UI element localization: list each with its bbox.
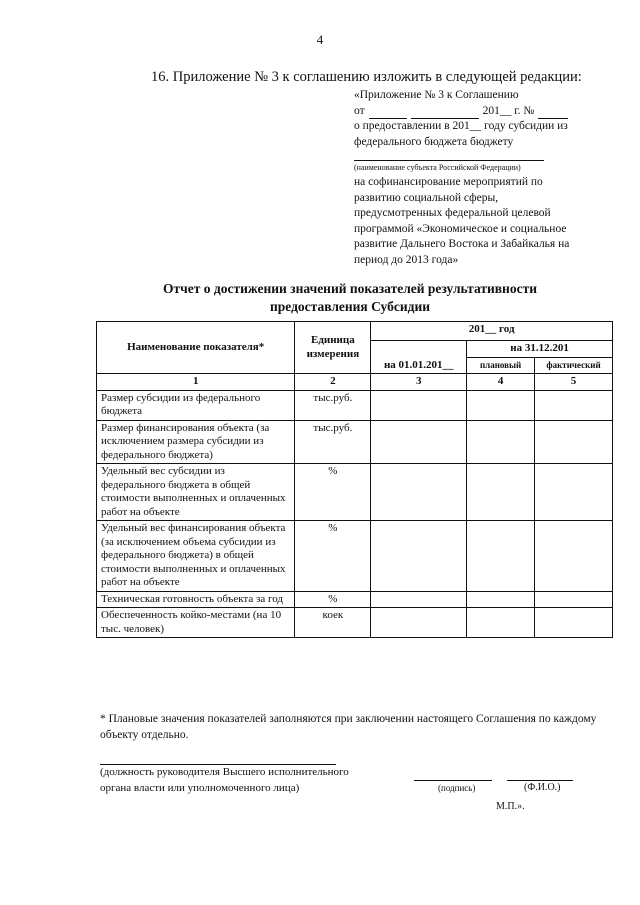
date-blank: [369, 108, 407, 119]
fio-blank-line: [507, 780, 573, 781]
value-cell: [467, 521, 535, 592]
value-cell: [467, 591, 535, 608]
indicator-unit: коек: [295, 608, 371, 638]
value-cell: [535, 390, 613, 420]
month-blank: [411, 108, 479, 119]
value-cell: [371, 390, 467, 420]
indicator-name: Размер субсидии из федерального бюджета: [97, 390, 295, 420]
annex-purpose-line: на софинансирование мероприятий по: [354, 176, 543, 188]
value-cell: [371, 608, 467, 638]
indicator-unit: тыс.руб.: [295, 420, 371, 464]
page-number: 4: [316, 32, 324, 47]
value-cell: [467, 390, 535, 420]
position-caption-line-2: органа власти или уполномоченного лица): [100, 781, 300, 794]
value-cell: [535, 591, 613, 608]
value-cell: [535, 608, 613, 638]
report-table: [96, 321, 613, 638]
table-row: [97, 591, 613, 608]
table-row: [97, 608, 613, 638]
report-title: [100, 280, 600, 316]
annex-purpose: [354, 175, 614, 268]
seal-place-label: М.П.».: [496, 801, 525, 812]
subject-blank-line: [354, 160, 544, 161]
signature-blank-line: [414, 780, 492, 781]
value-cell: [371, 591, 467, 608]
header-date-start: на 01.01.201__: [371, 341, 467, 374]
indicator-unit: %: [295, 464, 371, 521]
annex-year-label: 201__ г. №: [482, 104, 535, 117]
footnote: * Плановые значения показателей заполняются при заключении настоящего Соглашения по каждому объекту отдельно.: [100, 713, 597, 741]
annex-purpose-line: период до 2013 года»: [354, 253, 459, 266]
indicator-name: Удельный вес финансирования объекта (за исключением объема субсидии из федерального бюджета) в общей стоимости выполненных и оплаченных работ на объекте: [97, 521, 295, 592]
annex-line-3: о предоставлении в 201__ году субсидии из: [354, 120, 568, 132]
header-date-end: на 31.12.201: [467, 341, 613, 358]
header-actual: фактический: [535, 357, 613, 374]
annex-purpose-line: развитие Дальнего Востока и Забайкалья на: [354, 238, 570, 250]
indicator-unit: %: [295, 591, 371, 608]
number-blank: [538, 108, 568, 119]
table-row: [97, 464, 613, 521]
indicator-unit: %: [295, 521, 371, 592]
report-title-line-1: Отчет о достижении значений показателей результативности: [163, 281, 537, 296]
annex-line-1: «Приложение № 3 к Соглашению: [354, 89, 519, 101]
annex-line-2: [354, 104, 614, 120]
column-number: 4: [467, 374, 535, 391]
column-number: 2: [295, 374, 371, 391]
value-cell: [467, 420, 535, 464]
fio-caption: (Ф.И.О.): [524, 782, 561, 793]
value-cell: [467, 608, 535, 638]
indicator-name: Размер финансирования объекта (за исключением размера субсидии из федерального бюджета): [97, 420, 295, 464]
value-cell: [535, 464, 613, 521]
value-cell: [371, 521, 467, 592]
header-planned: плановый: [467, 357, 535, 374]
column-numbers-row: [97, 374, 613, 391]
annex-purpose-line: предусмотренных федеральной целевой: [354, 207, 551, 219]
value-cell: [467, 464, 535, 521]
column-number: 1: [97, 374, 295, 391]
header-unit: Единица измерения: [295, 322, 371, 374]
indicator-name: Обеспеченность койко-местами (на 10 тыс. человек): [97, 608, 295, 638]
header-year: 201__ год: [371, 322, 613, 341]
table-row: [97, 390, 613, 420]
position-caption-line-1: (должность руководителя Высшего исполнительного: [100, 766, 349, 778]
annex-purpose-line: развитию социальной сферы,: [354, 191, 499, 204]
annex-from-label: от: [354, 104, 365, 117]
indicator-name: Удельный вес субсидии из федерального бюджета в общей стоимости выполненных и оплаченных работ на объекте: [97, 464, 295, 521]
indicator-name: Техническая готовность объекта за год: [97, 591, 295, 608]
position-caption: [100, 765, 349, 796]
table-row: [97, 521, 613, 592]
value-cell: [535, 420, 613, 464]
value-cell: [371, 464, 467, 521]
header-indicator: Наименование показателя*: [97, 322, 295, 374]
report-title-line-2: предоставления Субсидии: [269, 299, 431, 314]
amendment-item-16: 16. Приложение № 3 к соглашению изложить в следующей редакции:: [151, 69, 582, 85]
column-number: 3: [371, 374, 467, 391]
annex-line-4: федерального бюджета бюджету: [354, 135, 514, 148]
table-row: [97, 420, 613, 464]
value-cell: [535, 521, 613, 592]
subject-note: (наименование субъекта Российской Федерации): [354, 163, 521, 172]
indicator-unit: тыс.руб.: [295, 390, 371, 420]
annex-header: [354, 88, 614, 150]
annex-purpose-line: программой «Экономическое и социальное: [354, 222, 567, 235]
signature-caption: (подпись): [438, 783, 476, 793]
column-number: 5: [535, 374, 613, 391]
value-cell: [371, 420, 467, 464]
